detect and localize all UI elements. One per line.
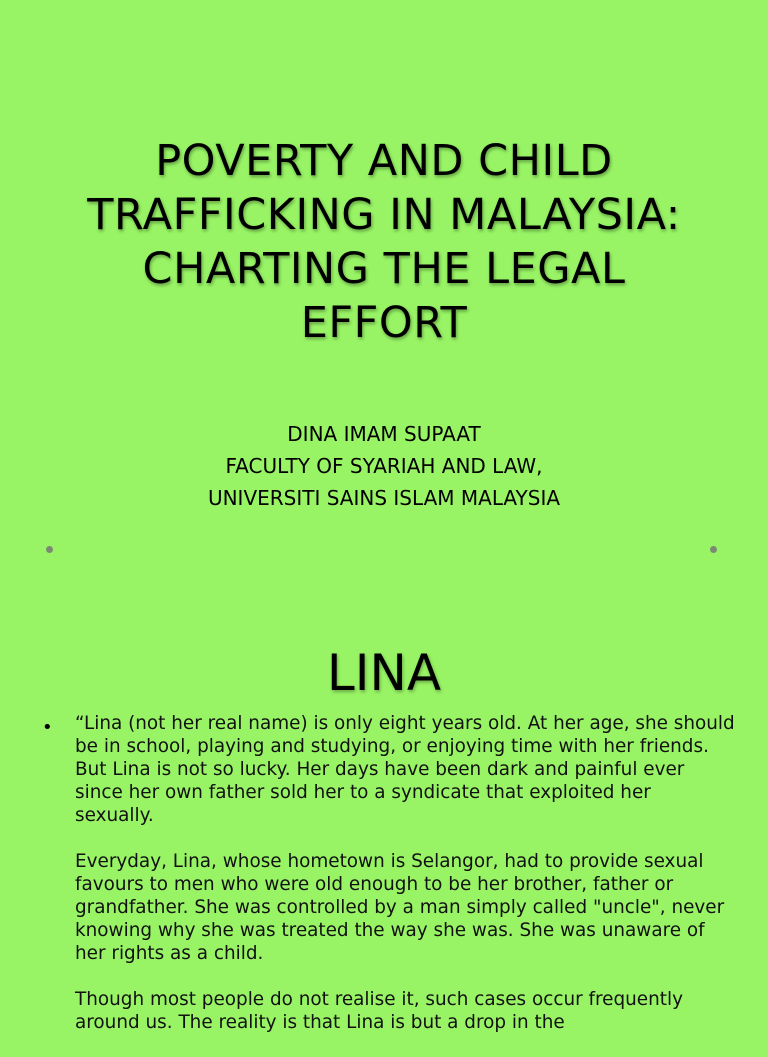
author-name: DINA IMAM SUPAAT (287, 422, 481, 446)
paragraph-3: Though most people do not realise it, such cases occur frequently around us. The reality is that Lina is but a drop in the (75, 989, 683, 1033)
title-line-2: TRAFFICKING IN MALAYSIA: (87, 190, 681, 240)
title-line-3: CHARTING THE LEGAL (142, 244, 626, 294)
section-heading: LINA (326, 644, 442, 702)
bullet-icon: • (42, 717, 53, 738)
slide-subtitle (40, 418, 728, 514)
slide-title (40, 134, 728, 350)
affiliation-faculty: FACULTY OF SYARIAH AND LAW, (225, 454, 543, 478)
title-line-4: EFFORT (300, 298, 468, 348)
title-line-1: POVERTY AND CHILD (155, 136, 613, 186)
paragraph-2: Everyday, Lina, whose hometown is Selangor, had to provide sexual favours to men who were old enough to be her brother, father or grandfather. She was controlled by a man simply called "uncle", never knowing why she was treated the way she was. She was unaware of her rights as a child. (75, 851, 725, 964)
affiliation-university: UNIVERSITI SAINS ISLAM MALAYSIA (207, 486, 561, 510)
decorative-dot-left (46, 546, 53, 553)
paragraph-1: “Lina (not her real name) is only eight years old. At her age, she should be in school, playing and studying, or enjoying time with her friends. But Lina is not so lucky. Her days have been dark and painful ever since her own father sold her to a syndicate that exploited her sexually. (75, 713, 735, 826)
decorative-dot-right (710, 546, 717, 553)
story-body (75, 712, 735, 1057)
